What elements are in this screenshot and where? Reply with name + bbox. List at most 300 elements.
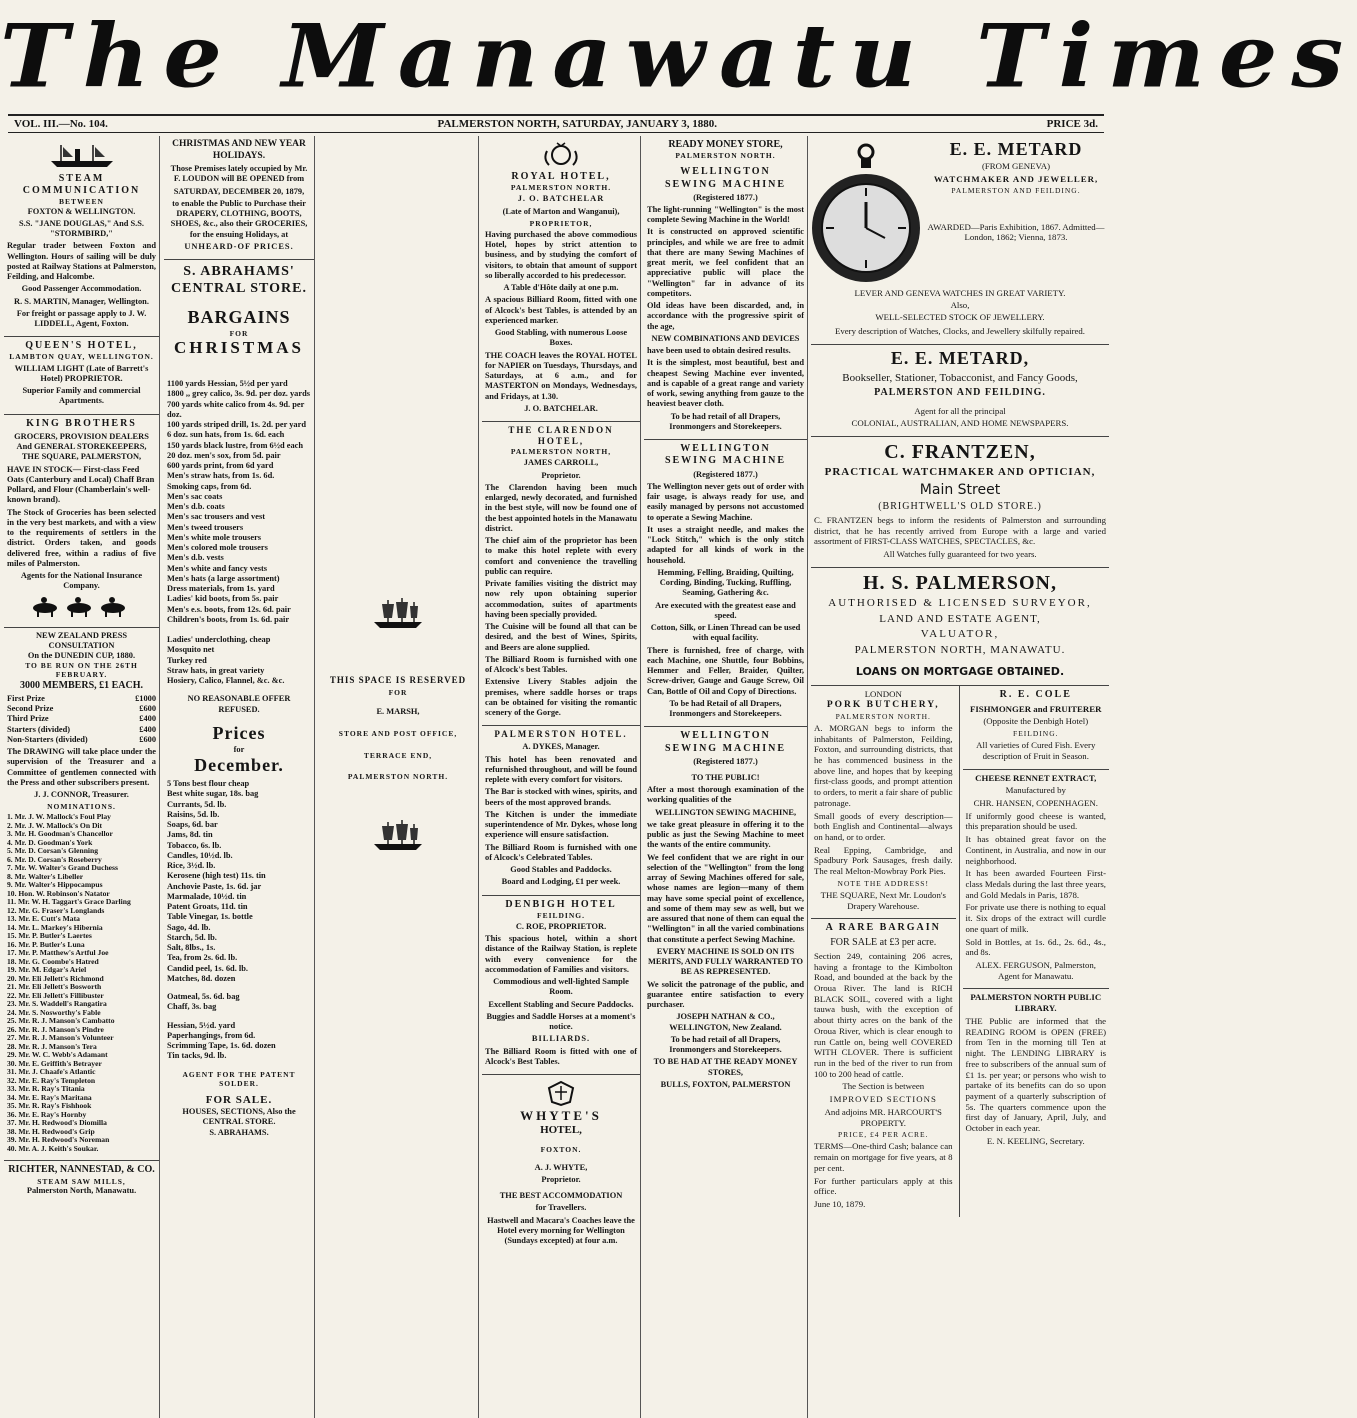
- price-item: Scrimming Tape, 1s. 6d. dozen: [167, 1041, 276, 1051]
- newspaper-title: The Manawatu Times: [0, 4, 1357, 108]
- steam-text: Regular trader between Foxton and Wellington. Hours of sailing will be duly posted at Railway Stations at Palmerston, Feilding, and Halcombe.: [7, 241, 156, 282]
- bargain-item: Men's e.s. boots, from 12s. 6d. pair: [167, 604, 291, 614]
- horse-race-icon: [27, 596, 137, 618]
- clar-text-5: The Billiard Room is furnished with one of Alcock's best Tables.: [485, 654, 637, 675]
- bargain-item: Men's d.b. coats: [167, 502, 225, 512]
- queens-text: Superior Family and commercial Apartments.: [22, 386, 141, 406]
- price-list-2: [167, 992, 311, 1013]
- cheese-text-5: Sold in Bottles, at 1s. 6d., 2s. 6d., 4s., and 8s.: [965, 936, 1106, 958]
- xmas-date: SATURDAY, DECEMBER 20, 1879,: [173, 186, 305, 196]
- w3-text-5: EVERY MACHINE IS SOLD ON ITS MERITS, AND FULLY WARRANTED TO BE AS REPRESENTED.: [647, 946, 804, 977]
- bargain-item: Men's tweed trousers: [167, 522, 244, 532]
- nomination-item: 27. Mr. R. J. Manson's Volunteer: [7, 1033, 114, 1043]
- palmerson-place: PALMERSTON NORTH, MANAWATU.: [854, 643, 1066, 656]
- metard-place: PALMERSTON AND FEILDING.: [951, 186, 1081, 196]
- nomination-item: 8. Mr. Walter's Libeller: [7, 871, 84, 881]
- queens-addr: LAMBTON QUAY, WELLINGTON.: [9, 352, 154, 362]
- bargain-item: Smoking caps, from 6d.: [167, 481, 252, 491]
- press-members: 3000 MEMBERS, £1 EACH.: [19, 679, 144, 691]
- price-item: 5 Tons best flour cheap: [167, 779, 250, 789]
- nomination-item: 32. Mr. E. Ray's Templeton: [7, 1075, 96, 1085]
- nomination-item: 37. Mr. H. Redwood's Diomilla: [7, 1118, 107, 1128]
- place-date: PALMERSTON NORTH, SATURDAY, JANUARY 3, 1880.: [437, 118, 717, 130]
- prize-label: First Prize: [7, 693, 45, 703]
- w3-text-4: We feel confident that we are right in our selection of the "Wellington" from the long array of Sewing Machines offered for sale, whose names are legion—many of them may have some special point of excellence, and some of them may sew as well, but we are assured that none of them can equal the "Wellington" in all the varied combinations that constitute a perfect Sewing Machine.: [647, 852, 804, 944]
- prize-value: £400: [139, 724, 156, 734]
- whyte-head: WHYTE'S: [520, 1108, 602, 1124]
- clar-prop: JAMES CARROLL,: [523, 458, 599, 468]
- press-consultation-ad: [4, 628, 159, 1162]
- palm-head: PALMERSTON HOTEL.: [494, 729, 628, 740]
- w3-head: WELLINGTON: [680, 730, 771, 742]
- metard-award: AWARDED—Paris Exhibition, 1867. Admitted—London, 1862; Vienna, 1873.: [927, 221, 1105, 243]
- palmerston-hotel-ad: [482, 726, 640, 895]
- nomination-item: 36. Mr. E. Ray's Hornby: [7, 1109, 87, 1119]
- whyte-crest-icon: [546, 1080, 576, 1106]
- press-run: TO BE RUN ON THE 26TH FEBRUARY.: [25, 661, 138, 680]
- price-item: Oatmeal, 5s. 6d. bag: [167, 992, 240, 1002]
- steam-ships: S.S. "JANE DOUGLAS," And S.S. "STORMBIRD,": [19, 218, 144, 239]
- marsh-town: PALMERSTON NORTH.: [347, 771, 449, 781]
- sale-head: FOR SALE.: [205, 1093, 273, 1106]
- price-item: Hessian, 5½d. yard: [167, 1020, 236, 1030]
- metard2-head: E. E. METARD,: [890, 348, 1030, 368]
- prize-value: £600: [139, 704, 156, 713]
- bargain-item: Mosquito net: [167, 645, 215, 655]
- king-head: KING BROTHERS: [26, 417, 137, 429]
- palm-text-5: Good Stables and Paddocks.: [510, 865, 612, 875]
- rare-bargain-ad: [811, 919, 956, 1216]
- bargain-list-2: [167, 635, 311, 686]
- pork-text-1: A. MORGAN begs to inform the inhabitants of Palmerston, Feilding, Foxton, and surrounding districts, that he has commenced business in the above line, and hopes that by keeping first-class goods, and prompt attention to orders, to merit a fair share of public patronage.: [814, 722, 953, 808]
- nomination-item: 5. Mr. D. Corsan's Glenning: [7, 846, 99, 856]
- pork-london: LONDON: [864, 689, 902, 700]
- pork-butchery-ad: [811, 686, 956, 919]
- price-item: Currants, 5d. lb.: [167, 799, 227, 809]
- clarendon-ad: [482, 422, 640, 726]
- bargain-item: 20 doz. men's sox, from 5d. pair: [167, 450, 281, 460]
- dateline: [8, 114, 1104, 133]
- nomination-item: 26. Mr. R. J. Manson's Pindre: [7, 1024, 104, 1034]
- price-item: Jams, 8d. tin: [167, 830, 213, 840]
- marsh-terrace: TERRACE END,: [363, 750, 433, 760]
- price-item: Kerosene (high test) 11s. tin: [167, 871, 266, 881]
- nomination-item: 40. Mr. A. J. Keith's Soukar.: [7, 1143, 99, 1153]
- king-sub: GROCERS, PROVISION DEALERS And GENERAL STOREKEEPERS, THE SQUARE, PALMERSTON,: [14, 431, 149, 462]
- prices-head: Prices: [212, 722, 266, 743]
- den-billiards: BILLIARDS.: [531, 1034, 591, 1044]
- columns: [4, 136, 1112, 1418]
- wellington-sewing-ad-1: [644, 136, 807, 440]
- frantzen-trade: PRACTICAL WATCHMAKER AND OPTICIAN,: [824, 466, 1096, 479]
- palmerson-ad: [811, 568, 1109, 686]
- bargain-item: Turkey red: [167, 655, 207, 665]
- rare-head: A RARE BARGAIN: [825, 922, 941, 934]
- w1-reg: (Registered 1877.): [693, 192, 758, 202]
- pork-text-3: Real Epping, Cambridge, and Spadbury Pork Sausages, fresh daily. The real Melton-Mowbray Pork Pies.: [814, 844, 953, 877]
- nomination-item: 11. Mr. W. H. Taggart's Grace Darling: [7, 897, 131, 907]
- sale-sub: HOUSES, SECTIONS, Also the CENTRAL STORE.: [182, 1107, 296, 1127]
- nomination-item: 23. Mr. S. Waddell's Rangatira: [7, 999, 107, 1009]
- king-brothers-ad: [4, 415, 159, 628]
- prize-row: [7, 714, 156, 724]
- cole-place: FEILDING.: [1013, 728, 1059, 738]
- metard-watch-ad: [811, 136, 1109, 345]
- nomination-item: 35. Mr. R. Ray's Fishhook: [7, 1101, 92, 1111]
- w3-sign: JOSEPH NATHAN & CO., WELLINGTON, New Zealand.: [669, 1012, 782, 1032]
- marsh-name: E. MARSH,: [376, 707, 420, 717]
- palmerson-loans: LOANS ON MORTGAGE OBTAINED.: [855, 664, 1065, 678]
- price-item: Soaps, 6d. bar: [167, 820, 218, 830]
- column-6: [811, 136, 1109, 1418]
- metard-also: Also,: [950, 300, 970, 310]
- w1-text-2: It is constructed on approved scientific principles, and while we are free to admit that there are many Sewing Machines of great merit, we feel confident that an appreciative public will place the "Wellington" far in advance of its competitors.: [647, 227, 804, 298]
- queens-hotel-ad: [4, 337, 159, 414]
- bargain-item: Men's white mole trousers: [167, 532, 262, 542]
- library-ad: [963, 989, 1109, 1153]
- frantzen-ad: [811, 437, 1109, 568]
- cole-head: R. E. COLE: [999, 689, 1072, 701]
- prize-label: Third Prize: [7, 714, 49, 724]
- nomination-item: 21. Mr. Eli Jellett's Bosworth: [7, 982, 102, 992]
- nomination-item: 39. Mr. H. Redwood's Noreman: [7, 1135, 110, 1145]
- den-text-2: Commodious and well-lighted Sample Room.: [493, 977, 629, 997]
- richter-sub: STEAM SAW MILLS,: [37, 1176, 126, 1186]
- xmas-head: CHRISTMAS AND NEW YEAR HOLIDAYS.: [172, 139, 306, 161]
- bargain-item: Ladies' underclothing, cheap: [167, 635, 271, 645]
- bargain-item: Men's straw hats, from 1s. 6d.: [167, 471, 275, 481]
- price-item: Paperhangings, from 6d.: [167, 1030, 256, 1040]
- bargain-item: 600 yards print, from 6d yard: [167, 461, 274, 471]
- pork-place: PALMERSTON NORTH.: [835, 711, 931, 721]
- king-text: The Stock of Groceries has been selected in the very best markets, and with a view to the requirements of settlers in the district. Orders taken, and goods delivered free, within a radius of five miles of Palmerston.: [7, 507, 156, 568]
- price-item: Matches, 8d. dozen: [167, 973, 236, 983]
- royal-text-2: A Table d'Hôte daily at one p.m.: [503, 283, 619, 293]
- royal-text-4: Good Stabling, with numerous Loose Boxes.: [494, 328, 628, 348]
- w1-head: WELLINGTON: [680, 166, 771, 178]
- richter-ad: [4, 1161, 159, 1201]
- metard-books-ad: [811, 345, 1109, 437]
- nomination-item: 4. Mr. D. Goodman's York: [7, 837, 93, 847]
- bargain-item: Ladies' kid boots, from 5s. pair: [167, 594, 279, 604]
- royal-head: ROYAL HOTEL,: [511, 171, 611, 182]
- whyte-prop: A. J. WHYTE,: [534, 1162, 588, 1172]
- price-item: Raisins, 5d. lb.: [167, 809, 220, 819]
- bargain-item: 700 yards white calico from 4s. 9d. per doz.: [167, 399, 305, 419]
- rare-text: Section 249, containing 206 acres, having a frontage to the Kimbolton Road, and bounded at the back by the Oroua River. The land is RICH BLACK SOIL, covered with a light tauwa bush, with the exception of about thirty acres on the bank of the Oroua River, which is clear enough to run Cattle on, being well COVERED WITH CLOVER. There is sufficient run in the bed of the river to run from 100 to 200 head of cattle.: [814, 950, 953, 1079]
- steam-agent-2: For freight or passage apply to J. W. LIDDELL, Agent, Foxton.: [16, 308, 147, 329]
- palmerson-val: VALUATOR,: [920, 628, 1000, 641]
- prize-list: [7, 694, 156, 745]
- bargain-item: 1100 yards Hessian, 5½d per yard: [167, 379, 288, 389]
- column-2: [164, 136, 315, 1418]
- royal-hotel-ad: [482, 136, 640, 422]
- price-item: Candles, 10½d. lb.: [167, 850, 233, 860]
- den-place: FEILDING.: [537, 910, 585, 920]
- king-agent: Agents for the National Insurance Company.: [20, 571, 143, 591]
- steam-agent-1: R. S. MARTIN, Manager, Wellington.: [14, 296, 149, 306]
- cole-opp: (Opposite the Denbigh Hotel): [983, 716, 1089, 727]
- cole-text: All varieties of Cured Fish. Every description of Fruit in Season.: [976, 740, 1096, 761]
- rare-adjoins: And adjoins MR. HARCOURT'S PROPERTY.: [824, 1106, 942, 1128]
- frantzen-text: C. FRANTZEN begs to inform the residents of Palmerston and surrounding district, that he has recently arrived from Europe with a large and varied assortment of FIRST-CLASS WATCHES, SPECTACLES, &c.: [814, 515, 1106, 547]
- w3-text-6: We solicit the patronage of the public, and guarantee entire satisfaction to every purchaser.: [647, 979, 804, 1010]
- cheese-text-4: For private use there is nothing to equal it. Six drops of the extract will curdle one quart of milk.: [965, 902, 1106, 934]
- price-item: Patent Groats, 11d. tin: [167, 902, 248, 912]
- palmerson-head: H. S. PALMERSON,: [863, 571, 1057, 594]
- richter-head: RICHTER, NANNESTAD, & CO.: [8, 1164, 155, 1176]
- nomination-item: 14. Mr. L. Markey's Hibernia: [7, 922, 103, 932]
- queens-prop: WILLIAM LIGHT (Late of Barrett's Hotel) PROPRIETOR.: [14, 363, 149, 383]
- bargain-item: Men's sac trousers and vest: [167, 512, 266, 522]
- nomination-item: 16. Mr. P. Butler's Luna: [7, 939, 85, 949]
- bargain-item: 6 doz. sun hats, from 1s. 6d. each: [167, 430, 285, 440]
- den-text-4: Buggies and Saddle Horses at a moment's notice.: [486, 1011, 636, 1032]
- lib-text: THE Public are informed that the READING ROOM is OPEN (FREE) from Ten in the morning till Ten at night. The LENDING LIBRARY is free to subscribers of the annual sum of £1 1s. per year; or persons who wish to partake of its benefits can do so upon payment of a quarterly subscription of 5s. The quarters commence upon the first day of January, April, July, and October in each year.: [965, 1015, 1106, 1134]
- frantzen-old: (BRIGHTWELL'S OLD STORE.): [878, 500, 1042, 512]
- nomination-item: 17. Mr. P. Matthew's Artful Joe: [7, 948, 109, 958]
- nomination-item: 28. Mr. R. J. Manson's Tera: [7, 1041, 97, 1051]
- bargain-item: Children's boots, from 1s. 6d. pair: [167, 614, 290, 624]
- whyte-best: THE BEST ACCOMMODATION: [499, 1191, 623, 1200]
- pork-head: PORK BUTCHERY,: [826, 700, 940, 711]
- frantzen-guar: All Watches fully guaranteed for two years.: [883, 549, 1037, 560]
- reserved-for: FOR: [388, 687, 408, 697]
- refused: NO REASONABLE OFFER REFUSED.: [187, 694, 291, 714]
- nomination-item: 34. Mr. E. Ray's Maritana: [7, 1092, 92, 1102]
- whyte-hotel: HOTEL,: [540, 1123, 582, 1136]
- december-head: December.: [194, 755, 284, 776]
- den-text-5: The Billiard Room is fitted with one of Alcock's Best Tables.: [485, 1046, 637, 1066]
- steam-between: BETWEEN: [59, 197, 104, 207]
- palm-mgr: A. DYKES, Manager.: [522, 742, 600, 752]
- clar-text-2: The chief aim of the proprietor has been to make this hotel replete with every comfort and convenience the travelling public can require.: [485, 536, 637, 576]
- royal-text-1: Having purchased the above commodious Hotel, hopes by strict attention to business, and by studying the comfort of visitors, to obtain that amount of support so liberally accorded to his predecessor.: [485, 229, 637, 280]
- cheese-by: Manufactured by: [1005, 785, 1066, 796]
- metard-trade: WATCHMAKER AND JEWELLER,: [933, 173, 1099, 184]
- bargain-item: 100 yards striped drill, 1s. 2d. per yard: [167, 420, 306, 430]
- price-item: Sago, 4d. lb.: [167, 922, 211, 932]
- column-1: [4, 136, 160, 1418]
- bargain-item: 150 yards black lustre, from 6½d each: [167, 440, 304, 450]
- royal-text-3: A spacious Billiard Room, fitted with one of Alcock's best Tables, is attended by an experienced marker.: [485, 295, 637, 325]
- cole-ad: [963, 686, 1109, 769]
- price: PRICE 3d.: [1046, 118, 1098, 130]
- palm-text-6: Board and Lodging, £1 per week.: [501, 877, 621, 887]
- cheese-text-1: If uniformly good cheese is wanted, this preparation should be used.: [965, 810, 1106, 832]
- steamship-icon: [47, 143, 117, 169]
- bargain-item: Men's hats (a large assortment): [167, 573, 280, 583]
- price-list-3: [167, 1021, 311, 1062]
- metard-head: E. E. METARD: [949, 139, 1083, 159]
- price-item: Tea, from 2s. 6d. lb.: [167, 953, 238, 963]
- w3-text-2: WELLINGTON SEWING MACHINE,: [654, 807, 797, 817]
- price-list: [167, 779, 311, 984]
- w2-text-1: The Wellington never gets out of order with fair usage, is always ready for use, and easily managed by persons not accustomed to operate a Sewing Machine.: [647, 481, 804, 522]
- nomination-item: 30. Mr. E. Griffith's Betrayer: [7, 1058, 102, 1068]
- steam-ad: [4, 136, 159, 337]
- royal-late: (Late of Marton and Wanganui),: [502, 206, 620, 216]
- press-sub: On the DUNEDIN CUP, 1880.: [27, 651, 136, 661]
- clar-role: Proprietor.: [541, 470, 581, 480]
- w2-head: WELLINGTON: [680, 443, 771, 455]
- w2-text-4: Are executed with the greatest ease and speed.: [655, 600, 796, 620]
- rare-improved: IMPROVED SECTIONS: [829, 1094, 937, 1105]
- nomination-item: 24. Mr. S. Nosworthy's Fable: [7, 1007, 101, 1017]
- price-item: Marmalade, 10½d. tin: [167, 891, 247, 901]
- w3-text-3: we take great pleasure in offering it to the public as just the Sewing Machine to meet the wants of the entire community.: [647, 819, 804, 850]
- clar-text-6: Extensive Livery Stables adjoin the premises, where saddle horses or traps can be obtained for visiting the romantic scenery of the Gorge.: [485, 677, 637, 718]
- xmas-text-1: Those Premises lately occupied by Mr. F. LOUDON will BE OPENED from: [170, 164, 308, 184]
- nomination-item: 18. Mr. G. Coombe's Hatred: [7, 956, 99, 966]
- column-4: [482, 136, 641, 1418]
- nomination-item: 33. Mr. R. Ray's Titania: [7, 1084, 85, 1094]
- xmas-text-2: to enable the Public to Purchase their DRAPERY, CLOTHING, BOOTS, SHOES, &c., also their GROCERIES, for the ensuing Holidays, at: [170, 198, 308, 239]
- metard-jewel: WELL-SELECTED STOCK OF JEWELLERY.: [875, 312, 1045, 322]
- nominations-head: NOMINATIONS.: [47, 802, 116, 812]
- column-3: [318, 136, 479, 1418]
- wellington-sewing-ad-2: [644, 440, 807, 727]
- lower-right-ads: [960, 686, 1109, 1216]
- w2-text-3: Hemming, Felling, Braiding, Quilting, Cording, Binding, Tucking, Ruffling, Seaming, Gathering &c.: [657, 567, 794, 598]
- price-item: Tobacco, 6s. lb.: [167, 840, 222, 850]
- for-label: FOR: [229, 329, 249, 339]
- lower-left-ads: [811, 686, 960, 1216]
- nomination-item: 6. Mr. D. Corsan's Roseberry: [7, 854, 102, 864]
- bargain-item: Men's white and fancy vests: [167, 563, 268, 573]
- lower-ads: [811, 686, 1109, 1216]
- palmerson-trade: AUTHORISED & LICENSED SURVEYOR,: [828, 597, 1092, 610]
- w2-text-7: To be had Retail of all Drapers, Ironmongers and Storekeepers.: [669, 698, 782, 719]
- royal-role: PROPRIETOR,: [529, 218, 593, 228]
- solder-agent: AGENT FOR THE PATENT SOLDER.: [182, 1069, 296, 1088]
- marsh-store: STORE AND POST OFFICE,: [338, 729, 458, 739]
- price-item: Table Vinegar, 1s. bottle: [167, 912, 253, 922]
- w3-text-7: To be had retail of all Drapers, Ironmongers and Storekeepers.: [669, 1034, 782, 1055]
- prize-value: £1000: [135, 693, 156, 703]
- christmas-label: CHRISTMAS: [174, 338, 304, 358]
- w3-text-8: TO BE HAD AT THE READY MONEY STORES,: [653, 1057, 798, 1077]
- w3-text-9: BULLS, FOXTON, PALMERSTON: [660, 1079, 791, 1089]
- nomination-item: 19. Mr. M. Edgar's Ariel: [7, 965, 87, 975]
- queens-head: QUEEN'S HOTEL,: [25, 340, 138, 352]
- volume-number: VOL. III.—No. 104.: [14, 118, 108, 130]
- nomination-item: 25. Mr. R. J. Manson's Cambatto: [7, 1016, 115, 1026]
- sailing-ship-icon: [368, 596, 428, 632]
- prize-value: £600: [139, 734, 156, 744]
- king-stock: HAVE IN STOCK— First-class Feed Oats (Canterbury and Local) Chaff Bran Pollard, and Flour (Chamberlain's well-known brand).: [7, 464, 155, 505]
- rare-further: For further particulars apply at this office.: [814, 1175, 953, 1197]
- pork-addr: THE SQUARE, Next Mr. Loudon's Drapery Warehouse.: [820, 889, 946, 911]
- rm-place: PALMERSTON NORTH.: [675, 151, 776, 161]
- cheese-text-2: It has obtained great favor on the Continent, in Australia, and now in our neighborhood.: [965, 834, 1106, 866]
- prize-row: [7, 694, 156, 704]
- w2-text-5: Cotton, Silk, or Linen Thread can be used with equal facility.: [650, 623, 801, 643]
- prize-label: Non-Starters (divided): [7, 734, 88, 744]
- rare-date: June 10, 1879.: [814, 1199, 866, 1210]
- marsh-ad: [318, 672, 478, 788]
- metard2-place: PALMERSTON AND FEILDING.: [874, 387, 1046, 399]
- nomination-item: 22. Mr. Eli Jellett's Fillibuster: [7, 990, 104, 1000]
- prize-value: £400: [139, 714, 156, 724]
- w1-text-5: have been used to obtain desired results.: [647, 346, 791, 356]
- royal-prop: J. O. BATCHELAR: [517, 194, 605, 204]
- palmerson-agent: LAND AND ESTATE AGENT,: [879, 612, 1041, 625]
- nomination-item: 12. Mr. G. Fraser's Longlands: [7, 905, 105, 915]
- bargain-item: Dress materials, from 1s. yard: [167, 584, 275, 594]
- price-item: Rice, 3½d. lb.: [167, 861, 216, 871]
- clar-head: THE CLARENDON HOTEL,: [508, 425, 614, 447]
- w1-sub: SEWING MACHINE: [664, 178, 787, 190]
- for2-label: for: [233, 744, 245, 754]
- metard2-agent: Agent for all the principal: [914, 405, 1006, 416]
- nomination-item: 7. Mr. W. Walter's Grand Duchess: [7, 863, 118, 873]
- cheese-rennet-ad: [963, 770, 1109, 990]
- whyte-role: Proprietor.: [541, 1174, 581, 1184]
- abrahams-ad: [164, 260, 314, 1143]
- reserved-head: THIS SPACE IS RESERVED: [329, 675, 467, 685]
- abrahams-head: S. ABRAHAMS' CENTRAL STORE.: [171, 264, 307, 297]
- nomination-item: 15. Mr. P. Butler's Laertes: [7, 931, 92, 941]
- metard2-papers: COLONIAL, AUSTRALIAN, AND HOME NEWSPAPERS.: [851, 418, 1069, 429]
- rare-price: FOR SALE at £3 per acre.: [830, 936, 937, 948]
- nomination-item: 3. Mr. H. Goodman's Chancellor: [7, 829, 113, 839]
- cheese-sign: ALEX. FERGUSON, Palmerston, Agent for Manawatu.: [975, 960, 1096, 981]
- palm-text-2: The Bar is stocked with wines, spirits, and beers of the most approved brands.: [485, 787, 637, 807]
- cheese-head: CHEESE RENNET EXTRACT,: [975, 772, 1097, 783]
- price-item: Tin tacks, 9d. lb.: [167, 1051, 227, 1061]
- w1-text-3: Old ideas have been discarded, and, in accordance with the progressive spirit of the age,: [647, 301, 804, 331]
- prize-row: [7, 735, 156, 745]
- metard-lever: LEVER AND GENEVA WATCHES IN GREAT VARIETY.: [854, 288, 1066, 298]
- metard-from: (FROM GENEVA): [981, 160, 1051, 171]
- rare-between: The Section is between: [842, 1081, 925, 1092]
- w3-public: TO THE PUBLIC!: [691, 772, 760, 782]
- w2-sub: SEWING MACHINE: [664, 455, 787, 467]
- cheese-text-3: It has been awarded Fourteen First-class Medals during the last three years, and Gold Medals in Paris, 1878.: [965, 868, 1106, 900]
- bargain-item: 1800 ,, grey calico, 3s. 9d. per doz. yards: [167, 389, 310, 399]
- prize-label: Starters (divided): [7, 724, 71, 734]
- press-sign: J. J. CONNOR, Treasurer.: [34, 790, 129, 799]
- clar-text-4: The Cuisine will be found all that can be desired, and the best of Wines, Spirits, and Beers are alone supplied.: [485, 622, 637, 652]
- royal-crest-icon: [541, 141, 581, 169]
- w3-sub: SEWING MACHINE: [664, 742, 787, 754]
- palm-text-4: The Billiard Room is furnished with one of Alcock's Celebrated Tables.: [485, 842, 637, 862]
- price-item: Chaff, 3s. bag: [167, 1002, 217, 1012]
- w3-text-1: After a most thorough examination of the working qualities of the: [647, 785, 804, 805]
- w1-text-6: It is the simplest, most beautiful, best and cheapest Sewing Machine ever invented, and is capable of a great range and variety of work, sewing anything from gauze to the heaviest beaver cloth.: [647, 358, 804, 409]
- frantzen-street: Main Street: [919, 481, 1001, 498]
- cheese-maker: CHR. HANSEN, COPENHAGEN.: [973, 797, 1098, 808]
- w1-text-4: NEW COMBINATIONS AND DEVICES: [651, 333, 800, 343]
- price-item: Candid peel, 1s. 6d. lb.: [167, 963, 248, 973]
- steam-head: STEAM COMMUNICATION: [22, 173, 141, 197]
- richter-addr: Palmerston North, Manawatu.: [26, 1185, 137, 1195]
- clar-text-3: Private families visiting the district may now rely upon obtaining superior accommodation, suites of apartments having been specially provided.: [485, 579, 637, 619]
- nomination-item: 20. Mr. Eli Jellett's Richmond: [7, 973, 104, 983]
- cole-trade: FISHMONGER and FRUITERER: [970, 703, 1102, 714]
- palm-text-1: This hotel has been renovated and refurnished throughout, and will be found replete with every comfort for visitors.: [485, 754, 637, 785]
- denbigh-hotel-ad: [482, 896, 640, 1076]
- metard2-trade: Bookseller, Stationer, Tobacconist, and Fancy Goods,: [842, 371, 1078, 384]
- whyte-place: FOXTON.: [540, 1145, 582, 1155]
- bargain-item: Hosiery, Calico, Flannel, &c. &c.: [167, 676, 285, 686]
- wellington-sewing-ad-3: [644, 727, 807, 1097]
- den-prop: C. ROE, PROPRIETOR.: [515, 921, 607, 931]
- price-item: Starch, 5d. lb.: [167, 932, 217, 942]
- royal-text-5: THE COACH leaves the ROYAL HOTEL for NAPIER on Tuesdays, Thursdays, and Saturdays, at 6 a.m., and for MASTERTON on Mondays, Wednesdays, and Fridays, at 1.30.: [485, 350, 637, 401]
- rm-head: READY MONEY STORE,: [668, 139, 783, 150]
